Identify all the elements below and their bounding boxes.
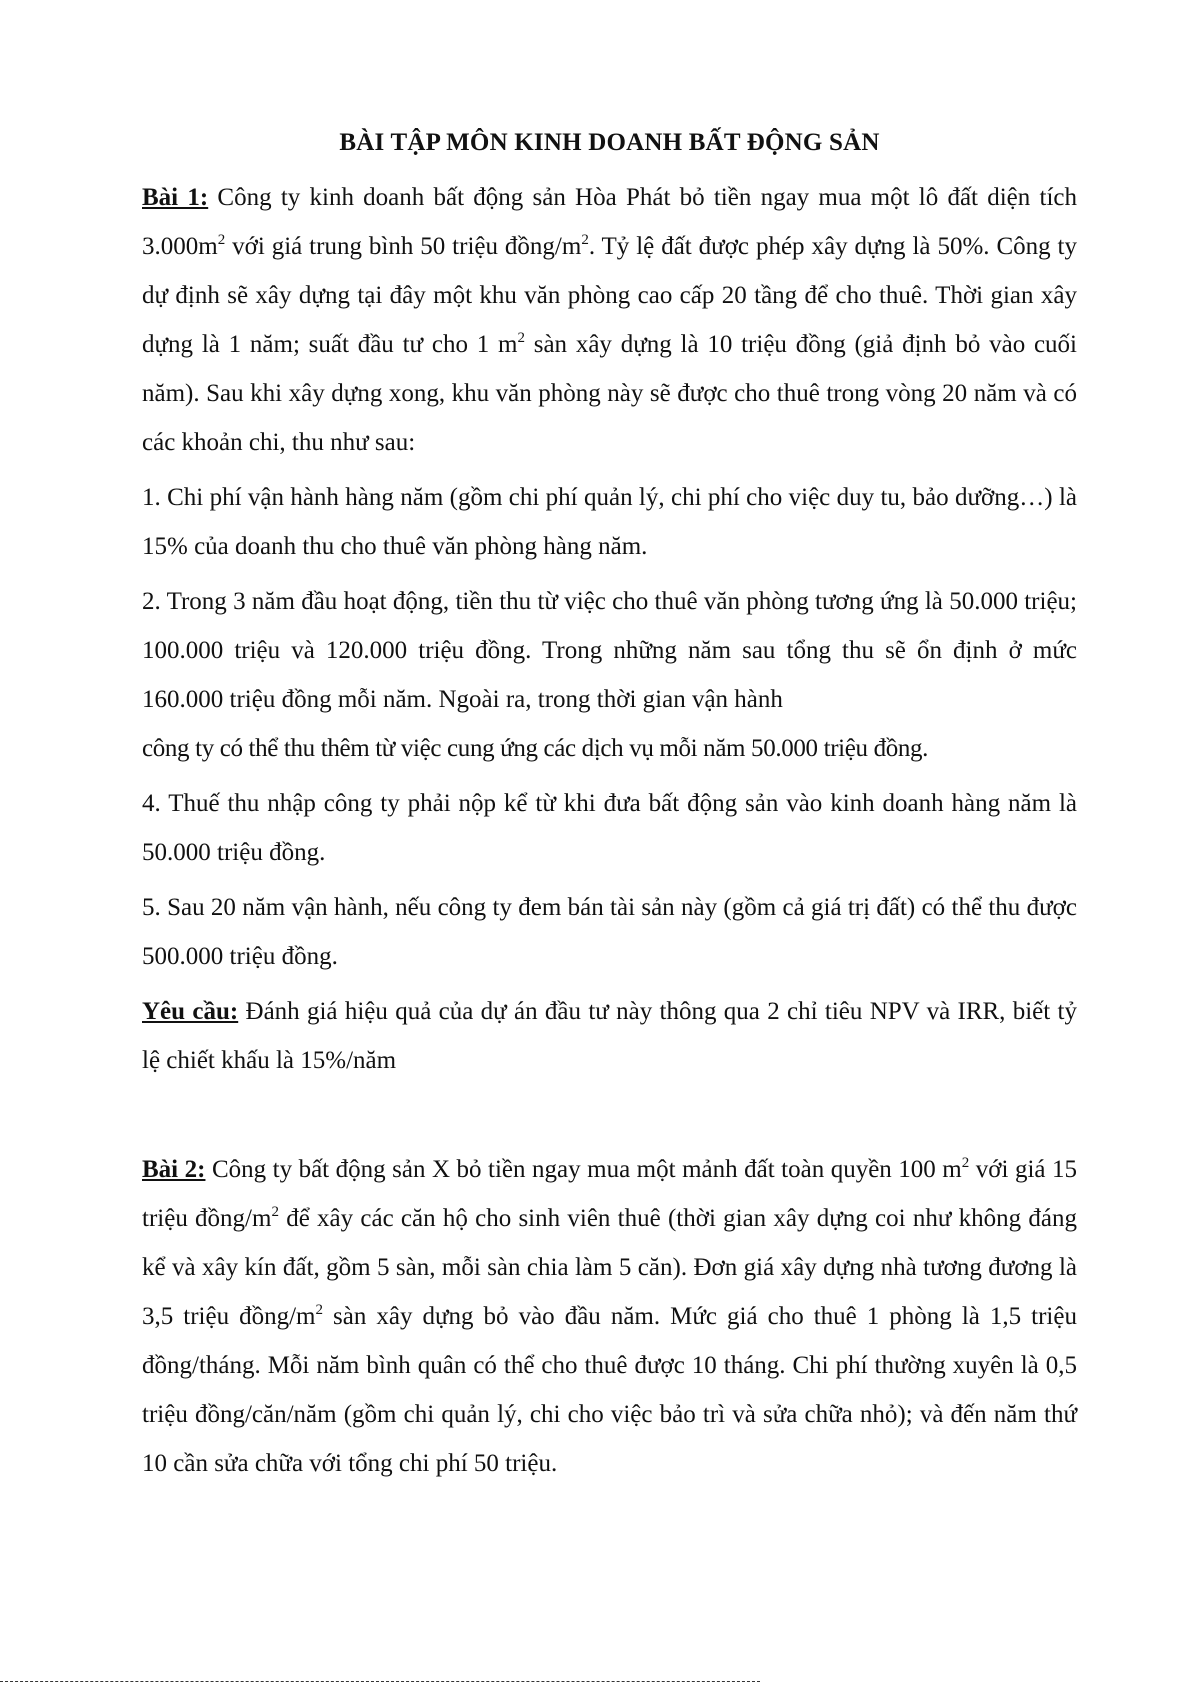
exercise-2-text [142, 1145, 1077, 1488]
exercise-1-item-2-last-line: công ty có thể thu thêm từ việc cung ứng các dịch vụ mỗi năm 50.000 triệu đồng. [142, 735, 929, 762]
exercise-2-text-b: với giá 15 triệu đồng/m [142, 1156, 1077, 1232]
exercise-1-item-1: 1. Chi phí vận hành hàng năm (gồm chi phí quản lý, chi phí cho việc duy tu, bảo dưỡng…) là 15% của doanh thu cho thuê văn phòng hàng năm. [142, 484, 1077, 560]
exercise-1-label: Bài 1: [142, 184, 209, 211]
exercise-2-text-a: Công ty bất động sản X bỏ tiền ngay mua một mảnh đất toàn quyền 100 m [205, 1156, 962, 1183]
exercise-1-item-4: 4. Thuế thu nhập công ty phải nộp kể từ khi đưa bất động sản vào kinh doanh hàng năm là 50.000 triệu đồng. [142, 790, 1077, 866]
exercise-1-requirement [142, 987, 1077, 1085]
superscript: 2 [517, 329, 525, 346]
exercise-1-text-a: Công ty kinh doanh bất động sản Hòa Phát bỏ tiền ngay mua một lô đất diện tích 3.000m [142, 184, 1077, 260]
requirement-text: Đánh giá hiệu quả của dự án đầu tư này thông qua 2 chỉ tiêu NPV và IRR, biết tỷ lệ chiết khấu là 15%/năm [142, 998, 1077, 1074]
exercise-2-label: Bài 2: [142, 1156, 206, 1183]
superscript: 2 [581, 231, 589, 248]
superscript: 2 [217, 231, 226, 248]
exercise-2-text-d: sàn xây dựng bỏ vào đầu năm. Mức giá cho thuê 1 phòng là 1,5 triệu đồng/tháng. Mỗi năm bình quân có thể cho thuê được 10 tháng. Chi phí thường xuyên là 0,5 triệu đồng/căn/năm (gồm chi quản lý, chi cho việc bảo trì và sửa chữa nhỏ); và đến năm thứ 10 cần sửa chữa với tổng chi phí 50 triệu. [142, 1303, 1077, 1477]
superscript: 2 [271, 1203, 279, 1220]
exercise-1-item-5: 5. Sau 20 năm vận hành, nếu công ty đem bán tài sản này (gồm cả giá trị đất) có thể thu được 500.000 triệu đồng. [142, 894, 1077, 970]
section-spacer [142, 1085, 1077, 1139]
superscript: 2 [315, 1301, 323, 1318]
exercise-1-item-2 [142, 577, 1077, 724]
footer-divider [0, 1681, 760, 1682]
exercise-1-text-b: với giá trung bình 50 triệu đồng/m [225, 233, 582, 260]
exercise-2-text-c: để xây các căn hộ cho sinh viên thuê (thời gian xây dựng coi như không đáng kể và xây kín đất, gồm 5 sàn, mỗi sàn chia làm 5 căn). Đơn giá xây dựng nhà tương đương là 3,5 triệu đồng/m [142, 1205, 1077, 1330]
document-title: BÀI TẬP MÔN KINH DOANH BẤT ĐỘNG SẢN [339, 129, 880, 156]
exercise-1-intro [142, 173, 1077, 467]
exercise-1-text-d: sàn xây dựng là 10 triệu đồng (giả định bỏ vào cuối năm). Sau khi xây dựng xong, khu văn phòng này sẽ được cho thuê trong vòng 20 năm và có các khoản chi, thu như sau: [142, 331, 1078, 456]
exercise-1-text-c: . Tỷ lệ đất được phép xây dựng là 50%. Công ty dự định sẽ xây dựng tại đây một khu văn phòng cao cấp 20 tầng để cho thuê. Thời gian xây dựng là 1 năm; suất đầu tư cho 1 m [142, 233, 1077, 358]
requirement-label: Yêu cầu: [142, 998, 239, 1025]
exercise-1-item-2-text: 2. Trong 3 năm đầu hoạt động, tiền thu từ việc cho thuê văn phòng tương ứng là 50.000 triệu; 100.000 triệu và 120.000 triệu đồng. Trong những năm sau tổng thu sẽ ổn định ở mức 160.000 triệu đồng mỗi năm. Ngoài ra, trong thời gian vận hành [142, 588, 1077, 713]
document-page [142, 118, 1077, 1488]
superscript: 2 [961, 1154, 970, 1171]
